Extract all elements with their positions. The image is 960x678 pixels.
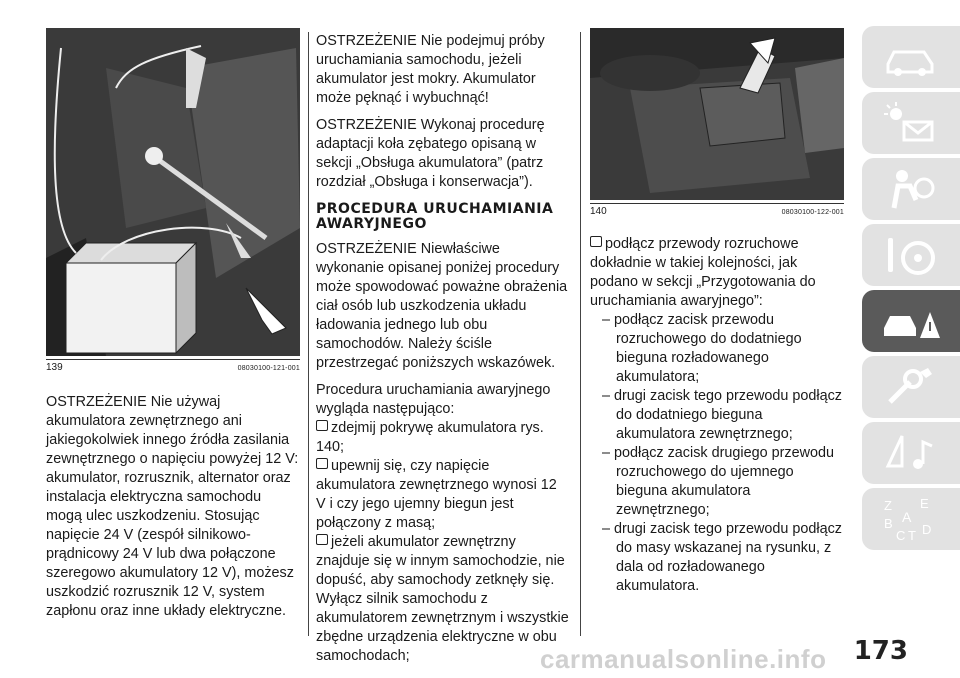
column-divider — [308, 32, 309, 636]
bullet-icon — [590, 236, 602, 247]
sub-list-item: – drugi zacisk tego przewodu podłącz do dodatniego bieguna akumulatora zewnętrznego; — [602, 388, 842, 442]
warning-lights-icon — [880, 100, 940, 146]
sub-list-item: – drugi zacisk tego przewodu podłącz do masy wskazanej na rysunku, z dala od rozładowanego akumulatora. — [602, 521, 842, 594]
tab-emergency[interactable] — [862, 290, 960, 352]
sub-list-item: – podłącz zacisk przewodu rozruchowego do dodatniego bieguna rozładowanego akumulatora; — [602, 312, 802, 385]
column-right — [590, 28, 844, 596]
index-letter: E — [920, 496, 929, 511]
step-text: zdejmij pokrywę akumulatora rys. 140; — [316, 420, 544, 455]
step-text: upewnij się, czy napięcie akumulatora zewnętrznego wynosi 12 V i czy jego ujemny biegun jest połączony z masą; — [316, 458, 557, 531]
index-letter: B — [884, 516, 893, 531]
safety-airbag-icon — [880, 166, 940, 212]
figure-caption — [46, 359, 300, 373]
warning-paragraph: OSTRZEŻENIE Wykonaj procedurę adaptacji koła zębatego opisaną w sekcji „Obsługa akumulatora” (patrz rozdział „Obsługa i konserwacja”). — [316, 117, 545, 190]
battery-cover-icon — [590, 28, 844, 200]
figure-code: 08030100-122-001 — [781, 209, 844, 216]
step-text: jeżeli akumulator zewnętrzny znajduje się w innym samochodzie, nie dopuść, aby samochody zetknęły się. Wyłącz silnik samochodu z akumulatorem zewnętrznym i wszystkie zbędne urządzenia elektryczne w obu samochodach; — [316, 534, 569, 664]
figure-caption — [590, 203, 844, 217]
figure-139-jump-start-illustration — [46, 28, 300, 356]
warning-paragraph: OSTRZEŻENIE Nie podejmuj próby uruchamiania samochodu, jeżeli akumulator jest mokry. Akumulator może pęknąć i wybuchnąć! — [316, 33, 545, 106]
column-left — [46, 28, 300, 629]
figure-140-battery-cover-illustration — [590, 28, 844, 200]
car-icon — [880, 34, 940, 80]
tab-maintenance[interactable] — [862, 356, 960, 418]
steering-wheel-icon — [880, 232, 940, 278]
emergency-icon — [880, 298, 940, 344]
bullet-icon — [316, 458, 328, 469]
list-item — [316, 419, 570, 457]
page-number: 173 — [853, 636, 908, 666]
list-item — [316, 533, 570, 666]
bullet-icon — [316, 534, 328, 545]
battery-jump-cables-icon — [46, 28, 300, 356]
index-letter: C — [896, 528, 906, 542]
list-item — [590, 235, 844, 311]
tab-multimedia[interactable] — [862, 422, 960, 484]
intro-text: Procedura uruchamiania awaryjnego wygląda następująco: — [316, 382, 551, 417]
wrench-icon — [880, 364, 940, 410]
warning-paragraph: OSTRZEŻENIE Nie używaj akumulatora zewnętrznego ani jakiegokolwiek innego źródła zasilania zewnętrznego o napięciu powyżej 12 V: akumulator, rozrusznik, alternator oraz instalacja elektryczna samochodu mogą ulec uszkodzeniu. Stosując napięcie 24 V (zespół silnikowo-prądnicowy 24 V lub dwa połączone szeregowo akumulatory 12 V), możesz uszkodzić rozrusznik 12 V, system zapłonu oraz inne układy elektryczne. — [46, 394, 299, 619]
chapter-tabs — [862, 26, 960, 554]
column-divider — [580, 32, 581, 636]
tab-warning-lights[interactable] — [862, 92, 960, 154]
figure-number: 139 — [46, 362, 63, 373]
list-item — [316, 457, 570, 533]
navigation-music-icon — [880, 430, 940, 476]
figure-code: 08030100-121-001 — [237, 365, 300, 372]
sub-list-item: – podłącz zacisk drugiego przewodu rozruchowego do ujemnego bieguna akumulatora zewnętrznego; — [602, 445, 834, 518]
warning-paragraph: OSTRZEŻENIE Niewłaściwe wykonanie opisanej poniżej procedury może spowodować poważne obrażenia ciał osób lub uszkodzenia układu ładowania jednego lub obu samochodów. Należy ściśle przestrzegać poniższych wskazówek. — [316, 241, 568, 371]
step-text: podłącz przewody rozruchowe dokładnie w takiej kolejności, jak podano w sekcji „Przygotowania do uruchamiania awaryjnego”: — [590, 236, 816, 309]
tab-index[interactable] — [862, 488, 960, 550]
index-letter: A — [902, 509, 912, 525]
tab-safety[interactable] — [862, 158, 960, 220]
index-letter: T — [908, 528, 916, 542]
section-heading: PROCEDURA URUCHAMIANIA AWARYJNEGO — [316, 201, 554, 232]
bullet-icon — [316, 420, 328, 431]
index-letter: D — [922, 522, 932, 537]
watermark: carmanualsonline.info — [540, 644, 827, 674]
tab-driving[interactable] — [862, 224, 960, 286]
column-middle — [316, 28, 570, 674]
index-letter: Z — [884, 498, 892, 513]
index-abcde-icon — [880, 496, 940, 542]
tab-car[interactable] — [862, 26, 960, 88]
figure-number: 140 — [590, 206, 607, 217]
